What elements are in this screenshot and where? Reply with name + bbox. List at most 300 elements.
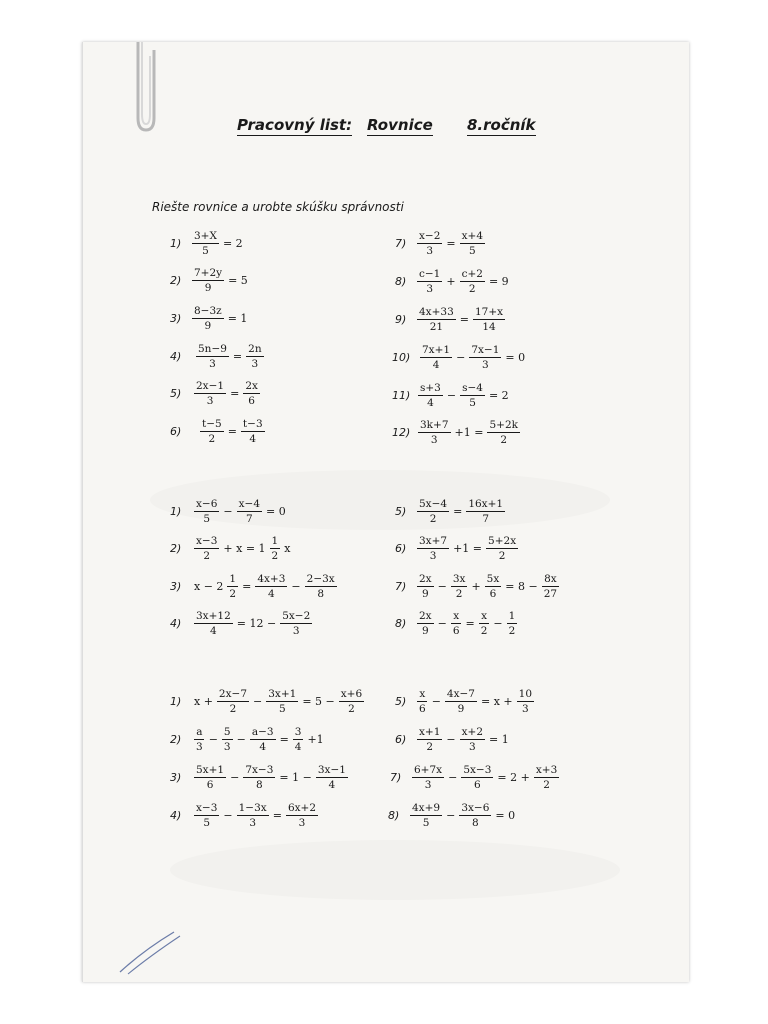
equation-number: 3) [170,312,182,325]
numerator: 2x [419,610,432,622]
numerator: x+4 [461,230,484,242]
equation-1-3 [170,305,249,332]
operator: = [465,617,475,630]
operator: x [284,542,291,555]
fraction [445,688,477,715]
denominator: 3 [482,359,489,371]
title-topic: Rovnice [367,116,433,134]
operator: + [471,580,481,593]
denominator: 3 [426,283,434,295]
equation-number: 3) [170,580,182,593]
equation-3-7 [390,764,561,791]
numerator: 2n [248,343,262,355]
numerator: 4x+9 [412,802,441,814]
numerator: x−3 [196,535,218,547]
numerator: 4x+33 [419,306,454,318]
numerator: 3+X [194,230,217,242]
denominator: 8 [317,588,325,600]
equation-number: 8) [395,617,407,630]
denominator: 9 [204,320,212,332]
operator: = 1 [227,312,248,325]
operator: − [431,695,441,708]
denominator: 3 [206,395,214,407]
equation-number: 7) [395,580,407,593]
fraction [417,688,428,715]
fraction [192,230,219,257]
denominator: 3 [292,625,300,637]
numerator: x [453,610,460,622]
equation-number: 11) [392,389,411,402]
numerator: 5x−2 [282,610,311,622]
denominator: 7 [482,513,490,525]
denominator: 9 [421,588,429,600]
equation-number: 4) [170,617,182,630]
denominator: 3 [468,741,476,753]
denominator: 2 [426,741,434,753]
fraction [460,382,485,409]
denominator: 4 [427,397,434,409]
operator: − [223,809,233,822]
equation-2-8 [395,610,519,637]
fraction [270,535,281,562]
denominator: 3 [209,358,216,370]
equation-number: 5) [395,695,407,708]
equation-1-10 [392,344,527,371]
operator: = 1 [489,733,509,746]
fraction [246,343,263,370]
denominator: 2 [480,625,488,637]
operator: − [437,617,447,630]
fraction [534,764,559,791]
numerator: x−4 [238,498,261,510]
equation-number: 2) [170,733,182,746]
fraction [417,230,442,257]
fraction [243,380,260,407]
denominator: 2 [455,588,463,600]
equation-number: 7) [395,237,407,250]
equation-number: 1) [170,237,182,250]
fraction [194,535,219,562]
denominator: 27 [543,588,558,600]
denominator: 6 [419,703,426,715]
denominator: 6 [452,625,460,637]
fraction [194,610,233,637]
numerator: 3x+12 [196,610,231,622]
denominator: 2 [468,283,476,295]
operator: = [230,387,240,400]
denominator: 3 [430,434,438,446]
operator: − [446,809,456,822]
denominator: 2 [429,513,437,525]
fraction [293,726,304,753]
denominator: 8 [472,817,479,829]
denominator: 4 [210,625,217,637]
numerator: a [196,726,203,738]
fraction [451,573,468,600]
equation-number: 2) [170,274,182,287]
denominator: 2 [229,588,237,600]
numerator: 2x [245,380,258,392]
denominator: 4 [328,779,336,791]
bleed-through [170,840,620,900]
fraction [517,688,534,715]
operator: = 2 [488,389,509,402]
numerator: 2x−7 [218,688,248,700]
numerator: 17+x [474,306,504,318]
fraction [222,726,233,753]
operator: = 2 + [497,771,530,784]
fraction [243,764,275,791]
equation-2-4 [170,610,314,637]
numerator: 2−3x [306,573,335,585]
numerator: 7x−1 [471,344,500,356]
denominator: 2 [203,550,211,562]
equation-3-2 [170,726,326,753]
denominator: 6 [474,779,481,791]
numerator: x [419,688,426,700]
denominator: 6 [248,395,255,407]
fraction [280,610,312,637]
operator: − [253,695,263,708]
operator: = 5 [228,274,248,287]
operator: = [279,733,289,746]
numerator: x−2 [419,230,441,242]
numerator: 3x+7 [419,535,448,547]
operator: − [448,771,458,784]
equation-1-7 [395,230,487,257]
equation-2-7 [395,573,561,600]
fraction [417,726,442,753]
equation-1-8 [395,268,511,295]
denominator: 5 [469,397,476,409]
worksheet-title [237,116,567,140]
denominator: 4 [249,433,257,445]
fraction [305,573,337,600]
numerator: 7+2y [194,267,223,279]
denominator: 3 [426,245,434,257]
denominator: 4 [268,588,275,600]
fraction [227,573,238,600]
fraction [542,573,559,600]
denominator: 3 [196,741,203,753]
denominator: 3 [424,779,432,791]
denominator: 5 [468,245,476,257]
numerator: 3 [294,726,302,738]
equation-2-3 [170,573,339,600]
operator: x − 2 [194,580,224,593]
numerator: 1 [508,610,516,622]
denominator: 5 [422,817,430,829]
denominator: 3 [249,817,257,829]
equation-2-2 [170,535,292,562]
denominator: 3 [223,741,231,753]
fraction [417,498,449,525]
numerator: 4x+3 [257,573,286,585]
operator: = [453,505,463,518]
operator: = 2 [222,237,243,250]
fraction [469,344,501,371]
fraction [412,764,444,791]
fraction [316,764,348,791]
denominator: 4 [432,359,440,371]
equation-number: 4) [170,350,182,363]
denominator: 3 [298,817,306,829]
fraction [241,418,265,445]
denominator: 2 [271,550,279,562]
numerator: 3x−6 [461,802,490,814]
fraction [459,802,491,829]
numerator: 7x+1 [422,344,451,356]
equation-3-8 [388,802,517,829]
fraction [420,344,452,371]
title-grade: 8.ročník [467,116,536,134]
denominator: 9 [421,625,429,637]
equation-number: 9) [395,313,407,326]
fraction [417,268,442,295]
fraction [418,419,451,446]
operator: − [446,389,457,402]
equation-number: 6) [170,425,182,438]
numerator: 5x−4 [419,498,448,510]
numerator: x+1 [419,726,441,738]
operator: − [230,771,240,784]
numerator: s−4 [462,382,483,394]
fraction [417,610,434,637]
fraction [237,498,262,525]
fraction [479,610,490,637]
fraction [466,498,505,525]
title-sheet: Pracovný list: [237,116,353,134]
fraction [200,418,224,445]
operator: − [446,733,456,746]
denominator: 2 [229,703,237,715]
equation-1-9 [395,306,507,333]
numerator: c−1 [419,268,441,280]
equation-number: 8) [388,809,400,822]
numerator: t−3 [242,418,263,430]
numerator: 8x [544,573,557,585]
operator: +1 [307,733,324,746]
operator: = [232,350,243,363]
fraction [255,573,287,600]
denominator: 7 [245,513,253,525]
operator: − [456,351,466,364]
operator: = [446,237,456,250]
numerator: 1−3x [238,802,267,814]
operator: = 1 − [279,771,312,784]
denominator: 3 [429,550,437,562]
numerator: 5x [486,573,500,585]
equation-number: 1) [170,505,182,518]
fraction [192,267,224,294]
operator: = 0 [505,351,526,364]
operator: = x + [481,695,513,708]
equation-2-5 [395,498,507,525]
fraction [485,573,502,600]
numerator: 3k+7 [420,419,449,431]
fraction [417,573,434,600]
numerator: 7x−3 [245,764,274,776]
denominator: 5 [203,513,211,525]
numerator: x [481,610,488,622]
operator: = 0 [495,809,516,822]
numerator: 5n−9 [198,343,227,355]
fraction [418,382,443,409]
equation-3-3 [170,764,350,791]
equation-number: 6) [395,733,407,746]
numerator: 2x [419,573,432,585]
operator: = 8 − [505,580,538,593]
numerator: 4x−7 [446,688,475,700]
equation-1-12 [392,419,522,446]
denominator: 5 [278,703,286,715]
equation-number: 8) [395,275,407,288]
operator: = 12 − [236,617,277,630]
equation-1-1 [170,230,245,257]
fraction [194,498,219,525]
equation-1-5 [170,380,262,407]
numerator: 3x [452,573,466,585]
equation-number: 5) [395,505,407,518]
numerator: 1 [229,573,237,585]
fraction [451,610,462,637]
equation-number: 3) [170,771,182,784]
fraction [460,230,485,257]
denominator: 2 [498,550,506,562]
numerator: 16x+1 [468,498,504,510]
numerator: 8−3z [194,305,222,317]
denominator: 4 [294,741,302,753]
numerator: s+3 [420,382,441,394]
numerator: 3x−1 [317,764,346,776]
denominator: 9 [457,703,465,715]
paperclip-icon [128,40,160,134]
numerator: x−6 [196,498,218,510]
numerator: x+6 [340,688,363,700]
numerator: 10 [518,688,533,700]
fraction [460,268,485,295]
denominator: 2 [508,625,516,637]
fraction [410,802,442,829]
fraction [250,726,276,753]
operator: +1 = [453,542,483,555]
denominator: 5 [203,817,211,829]
fraction [417,535,449,562]
equation-1-6 [170,418,267,445]
fraction [286,802,318,829]
equation-1-2 [170,267,250,294]
operator: +1 = [454,426,484,439]
fraction [339,688,364,715]
fraction [460,726,485,753]
denominator: 3 [251,358,259,370]
equation-3-6 [395,726,511,753]
equation-number: 6) [395,542,407,555]
fraction [194,764,226,791]
operator: = 9 [488,275,509,288]
numerator: 6+7x [414,764,443,776]
fraction [194,380,226,407]
operator: − [208,733,218,746]
equation-number: 5) [170,387,182,400]
operator: − [223,505,233,518]
numerator: x+3 [535,764,558,776]
equation-2-6 [395,535,520,562]
fraction [196,343,229,370]
operator: = 5 − [302,695,335,708]
fraction [266,688,298,715]
fraction [473,306,505,333]
operator: = [242,580,252,593]
numerator: 5+2k [489,419,518,431]
operator: − [437,580,447,593]
fraction [217,688,249,715]
numerator: 3x+1 [268,688,297,700]
operator: + [446,275,456,288]
equation-1-11 [392,382,511,409]
equation-number: 1) [170,695,182,708]
operator: = 0 [266,505,286,518]
numerator: c+2 [461,268,483,280]
equation-number: 4) [170,809,182,822]
numerator: 5x+1 [196,764,225,776]
pen-scribble-icon [114,928,194,978]
fraction [194,802,219,829]
numerator: 5+2x [488,535,517,547]
numerator: a−3 [251,726,274,738]
denominator: 3 [521,703,529,715]
operator: x + [194,695,213,708]
equation-number: 12) [392,426,411,439]
operator: = [272,809,282,822]
equation-3-1 [170,688,366,715]
denominator: 6 [206,779,214,791]
numerator: 2x−1 [196,380,225,392]
equation-3-5 [395,688,536,715]
denominator: 9 [204,282,212,294]
numerator: t−5 [202,418,222,430]
denominator: 2 [348,703,355,715]
fraction [507,610,518,637]
fraction [486,535,518,562]
equation-number: 2) [170,542,182,555]
operator: − [291,580,301,593]
numerator: x−3 [196,802,218,814]
fraction [487,419,520,446]
denominator: 2 [208,433,216,445]
denominator: 6 [489,588,497,600]
denominator: 5 [202,245,209,257]
operator: − [493,617,503,630]
fraction [194,726,205,753]
numerator: 6x+2 [287,802,317,814]
denominator: 4 [259,741,267,753]
denominator: 14 [482,321,496,333]
equation-2-1 [170,498,288,525]
numerator: x+2 [461,726,484,738]
operator: = [459,313,469,326]
fraction [461,764,493,791]
denominator: 2 [500,434,508,446]
numerator: 5 [223,726,231,738]
denominator: 2 [543,779,550,791]
instruction: Riešte rovnice a urobte skúšku správnosti [152,200,404,214]
numerator: 5x−3 [463,764,492,776]
equation-number: 10) [392,351,411,364]
fraction [417,306,456,333]
fraction [237,802,269,829]
fraction [192,305,224,332]
